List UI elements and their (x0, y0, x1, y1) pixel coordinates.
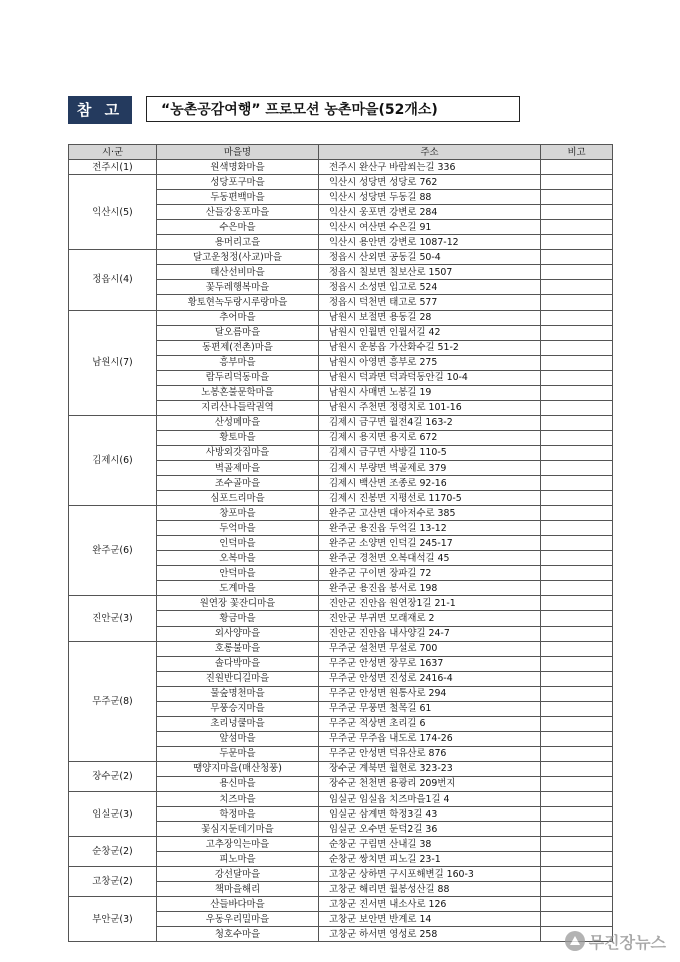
table-row (69, 250, 613, 265)
address-cell: 완주군 용진읍 두억길 13-12 (319, 521, 541, 536)
table-row (69, 596, 613, 611)
village-name-cell: 강선달마을 (157, 867, 319, 882)
address-cell: 완주군 용진읍 봉서로 198 (319, 581, 541, 596)
address-cell: 임실군 임실읍 치즈마을1길 4 (319, 792, 541, 807)
remarks-cell (541, 250, 613, 265)
table-row (69, 175, 613, 190)
remarks-cell (541, 235, 613, 250)
address-cell: 김제시 진봉면 지평선로 1170-5 (319, 491, 541, 506)
address-cell: 고창군 보안면 반계로 14 (319, 912, 541, 927)
remarks-cell (541, 761, 613, 776)
village-name-cell: 심포드리마을 (157, 491, 319, 506)
remarks-cell (541, 400, 613, 415)
address-cell: 김제시 용지면 용지로 672 (319, 430, 541, 445)
city-cell: 부안군(3) (69, 897, 157, 942)
village-name-cell: 흥부마을 (157, 355, 319, 370)
header-remarks: 비고 (541, 145, 613, 160)
address-cell: 고창군 진서면 내소사로 126 (319, 897, 541, 912)
village-name-cell: 성당포구마을 (157, 175, 319, 190)
village-name-cell: 노봉혼불문학마을 (157, 385, 319, 400)
remarks-cell (541, 867, 613, 882)
table-row (69, 867, 613, 882)
address-cell: 익산시 용안면 강변로 1087-12 (319, 235, 541, 250)
header-city: 시·군 (69, 145, 157, 160)
village-name-cell: 벽골제마을 (157, 460, 319, 475)
address-cell: 무주군 적상면 초리길 6 (319, 716, 541, 731)
address-cell: 무주군 안성면 진성로 2416-4 (319, 671, 541, 686)
village-name-cell: 꽃두레행복마을 (157, 280, 319, 295)
village-name-cell: 두문마을 (157, 746, 319, 761)
remarks-cell (541, 822, 613, 837)
village-name-cell: 조수골마을 (157, 476, 319, 491)
address-cell: 익산시 여산면 수은길 91 (319, 220, 541, 235)
watermark (565, 930, 666, 952)
table-row (69, 761, 613, 776)
address-cell: 익산시 웅포면 강변로 284 (319, 205, 541, 220)
village-name-cell: 외사양마을 (157, 626, 319, 641)
remarks-cell (541, 280, 613, 295)
remarks-cell (541, 716, 613, 731)
address-cell: 남원시 보절면 용동길 28 (319, 310, 541, 325)
village-name-cell: 꽃심지둔데기마을 (157, 822, 319, 837)
city-cell: 김제시(6) (69, 415, 157, 505)
table-row (69, 837, 613, 852)
watermark-text: 무진장뉴스 (588, 932, 666, 952)
remarks-cell (541, 385, 613, 400)
village-name-cell: 태산선비마을 (157, 265, 319, 280)
reference-badge: 참 고 (68, 96, 132, 124)
address-cell: 김제시 부량면 벽골제로 379 (319, 460, 541, 475)
remarks-cell (541, 460, 613, 475)
address-cell: 김제시 금구면 사방길 110-5 (319, 445, 541, 460)
city-cell: 전주시(1) (69, 160, 157, 175)
table-row (69, 506, 613, 521)
page-title: “농촌공감여행” 프로모션 농촌마을(52개소) (146, 96, 520, 122)
village-name-cell: 솔다박마을 (157, 656, 319, 671)
remarks-cell (541, 912, 613, 927)
remarks-cell (541, 310, 613, 325)
village-name-cell: 두억마을 (157, 521, 319, 536)
address-cell: 남원시 사매면 노봉길 19 (319, 385, 541, 400)
remarks-cell (541, 837, 613, 852)
address-cell: 전주시 완산구 바람쐬는길 336 (319, 160, 541, 175)
address-cell: 장수군 천천면 용광리 209번지 (319, 776, 541, 791)
address-cell: 남원시 주천면 정령치로 101-16 (319, 400, 541, 415)
address-cell: 임실군 오수면 둔덕2길 36 (319, 822, 541, 837)
table-row (69, 792, 613, 807)
table-header-row (69, 145, 613, 160)
remarks-cell (541, 476, 613, 491)
village-name-cell: 황토마을 (157, 430, 319, 445)
village-name-cell: 산들강웅포마을 (157, 205, 319, 220)
village-name-cell: 수은마을 (157, 220, 319, 235)
table-body (69, 160, 613, 942)
remarks-cell (541, 641, 613, 656)
remarks-cell (541, 220, 613, 235)
address-cell: 무주군 무풍면 철목길 61 (319, 701, 541, 716)
address-cell: 장수군 계북면 월현로 323-23 (319, 761, 541, 776)
village-name-cell: 피노마을 (157, 852, 319, 867)
remarks-cell (541, 792, 613, 807)
table-row (69, 897, 613, 912)
remarks-cell (541, 731, 613, 746)
remarks-cell (541, 776, 613, 791)
village-name-cell: 용신마을 (157, 776, 319, 791)
village-name-cell: 청호수마을 (157, 927, 319, 942)
address-cell: 정읍시 덕천면 태고로 577 (319, 295, 541, 310)
city-cell: 완주군(6) (69, 506, 157, 596)
remarks-cell (541, 340, 613, 355)
village-name-cell: 책마을해리 (157, 882, 319, 897)
village-name-cell: 달오름마을 (157, 325, 319, 340)
address-cell: 무주군 무주읍 내도로 174-26 (319, 731, 541, 746)
remarks-cell (541, 626, 613, 641)
village-name-cell: 산성메마을 (157, 415, 319, 430)
header-village: 마을명 (157, 145, 319, 160)
address-cell: 완주군 구이면 장파길 72 (319, 566, 541, 581)
remarks-cell (541, 205, 613, 220)
remarks-cell (541, 325, 613, 340)
mountain-logo-icon (565, 931, 585, 951)
remarks-cell (541, 746, 613, 761)
city-cell: 정읍시(4) (69, 250, 157, 310)
city-cell: 임실군(3) (69, 792, 157, 837)
address-cell: 익산시 성당면 두동길 88 (319, 190, 541, 205)
village-name-cell: 초리넝쿨마을 (157, 716, 319, 731)
address-cell: 임실군 삼계면 학정3길 43 (319, 807, 541, 822)
table-row (69, 310, 613, 325)
table-row (69, 160, 613, 175)
remarks-cell (541, 430, 613, 445)
remarks-cell (541, 551, 613, 566)
remarks-cell (541, 807, 613, 822)
city-cell: 순창군(2) (69, 837, 157, 867)
remarks-cell (541, 415, 613, 430)
city-cell: 진안군(3) (69, 596, 157, 641)
remarks-cell (541, 581, 613, 596)
village-name-cell: 사방외갓집마을 (157, 445, 319, 460)
address-cell: 고창군 해리면 월봉성산길 88 (319, 882, 541, 897)
table-row (69, 641, 613, 656)
village-name-cell: 두동편백마을 (157, 190, 319, 205)
village-name-cell: 도계마을 (157, 581, 319, 596)
address-cell: 완주군 소양면 인덕길 245-17 (319, 536, 541, 551)
city-cell: 남원시(7) (69, 310, 157, 415)
village-name-cell: 물숲명천마을 (157, 686, 319, 701)
village-name-cell: 달고운청정(사교)마을 (157, 250, 319, 265)
village-name-cell: 우동우리밀마을 (157, 912, 319, 927)
village-name-cell: 오복마을 (157, 551, 319, 566)
remarks-cell (541, 897, 613, 912)
address-cell: 무주군 안성면 덕유산로 876 (319, 746, 541, 761)
village-name-cell: 람두리덕동마을 (157, 370, 319, 385)
remarks-cell (541, 611, 613, 626)
address-cell: 진안군 진안읍 내사양길 24-7 (319, 626, 541, 641)
address-cell: 남원시 인월면 인월서길 42 (319, 325, 541, 340)
remarks-cell (541, 671, 613, 686)
remarks-cell (541, 295, 613, 310)
remarks-cell (541, 265, 613, 280)
address-cell: 완주군 고산면 대아저수로 385 (319, 506, 541, 521)
city-cell: 익산시(5) (69, 175, 157, 250)
village-name-cell: 학정마을 (157, 807, 319, 822)
remarks-cell (541, 355, 613, 370)
village-table (68, 144, 613, 942)
village-name-cell: 지리산나들락권역 (157, 400, 319, 415)
village-name-cell: 원연장 꽃잔디마을 (157, 596, 319, 611)
village-name-cell: 창포마을 (157, 506, 319, 521)
remarks-cell (541, 882, 613, 897)
remarks-cell (541, 596, 613, 611)
address-cell: 남원시 덕과면 덕과덕동안길 10-4 (319, 370, 541, 385)
address-cell: 김제시 백산면 조종로 92-16 (319, 476, 541, 491)
remarks-cell (541, 566, 613, 581)
city-cell: 장수군(2) (69, 761, 157, 791)
address-cell: 정읍시 산외면 공동길 50-4 (319, 250, 541, 265)
remarks-cell (541, 160, 613, 175)
village-name-cell: 앞섬마을 (157, 731, 319, 746)
address-cell: 무주군 설천면 무설로 700 (319, 641, 541, 656)
address-cell: 정읍시 칠보면 칠보산로 1507 (319, 265, 541, 280)
remarks-cell (541, 491, 613, 506)
header-address: 주소 (319, 145, 541, 160)
village-name-cell: 용머리고을 (157, 235, 319, 250)
village-name-cell: 무풍승지마을 (157, 701, 319, 716)
address-cell: 익산시 성당면 성당로 762 (319, 175, 541, 190)
address-cell: 고창군 하서면 영성로 258 (319, 927, 541, 942)
address-cell: 순창군 구림면 산내길 38 (319, 837, 541, 852)
address-cell: 남원시 운봉읍 가산화수길 51-2 (319, 340, 541, 355)
remarks-cell (541, 190, 613, 205)
remarks-cell (541, 686, 613, 701)
village-name-cell: 추어마을 (157, 310, 319, 325)
village-name-cell: 고추장익는마을 (157, 837, 319, 852)
remarks-cell (541, 656, 613, 671)
remarks-cell (541, 445, 613, 460)
village-name-cell: 땡양지마을(매산청풍) (157, 761, 319, 776)
village-name-cell: 진원반디길마을 (157, 671, 319, 686)
remarks-cell (541, 701, 613, 716)
village-name-cell: 호롱불마을 (157, 641, 319, 656)
village-name-cell: 동편제(전촌)마을 (157, 340, 319, 355)
remarks-cell (541, 370, 613, 385)
address-cell: 고창군 상하면 구시포해변길 160-3 (319, 867, 541, 882)
remarks-cell (541, 852, 613, 867)
village-name-cell: 황금마을 (157, 611, 319, 626)
village-name-cell: 치즈마을 (157, 792, 319, 807)
remarks-cell (541, 506, 613, 521)
address-cell: 순창군 쌍치면 피노길 23-1 (319, 852, 541, 867)
address-cell: 무주군 안성면 장무로 1637 (319, 656, 541, 671)
remarks-cell (541, 521, 613, 536)
address-cell: 김제시 금구면 월전4길 163-2 (319, 415, 541, 430)
village-name-cell: 산들바다마을 (157, 897, 319, 912)
city-cell: 고창군(2) (69, 867, 157, 897)
address-cell: 진안군 진안읍 원연장1길 21-1 (319, 596, 541, 611)
remarks-cell (541, 175, 613, 190)
address-cell: 정읍시 소성면 입고로 524 (319, 280, 541, 295)
village-name-cell: 황토현녹두랑시루랑마을 (157, 295, 319, 310)
village-name-cell: 원색명화마을 (157, 160, 319, 175)
address-cell: 무주군 안성면 원통사로 294 (319, 686, 541, 701)
village-name-cell: 인덕마을 (157, 536, 319, 551)
table-row (69, 415, 613, 430)
remarks-cell (541, 536, 613, 551)
village-name-cell: 안덕마을 (157, 566, 319, 581)
address-cell: 완주군 경천면 오복대석길 45 (319, 551, 541, 566)
city-cell: 무주군(8) (69, 641, 157, 761)
address-cell: 진안군 부귀면 모래재로 2 (319, 611, 541, 626)
address-cell: 남원시 아영면 흥부로 275 (319, 355, 541, 370)
